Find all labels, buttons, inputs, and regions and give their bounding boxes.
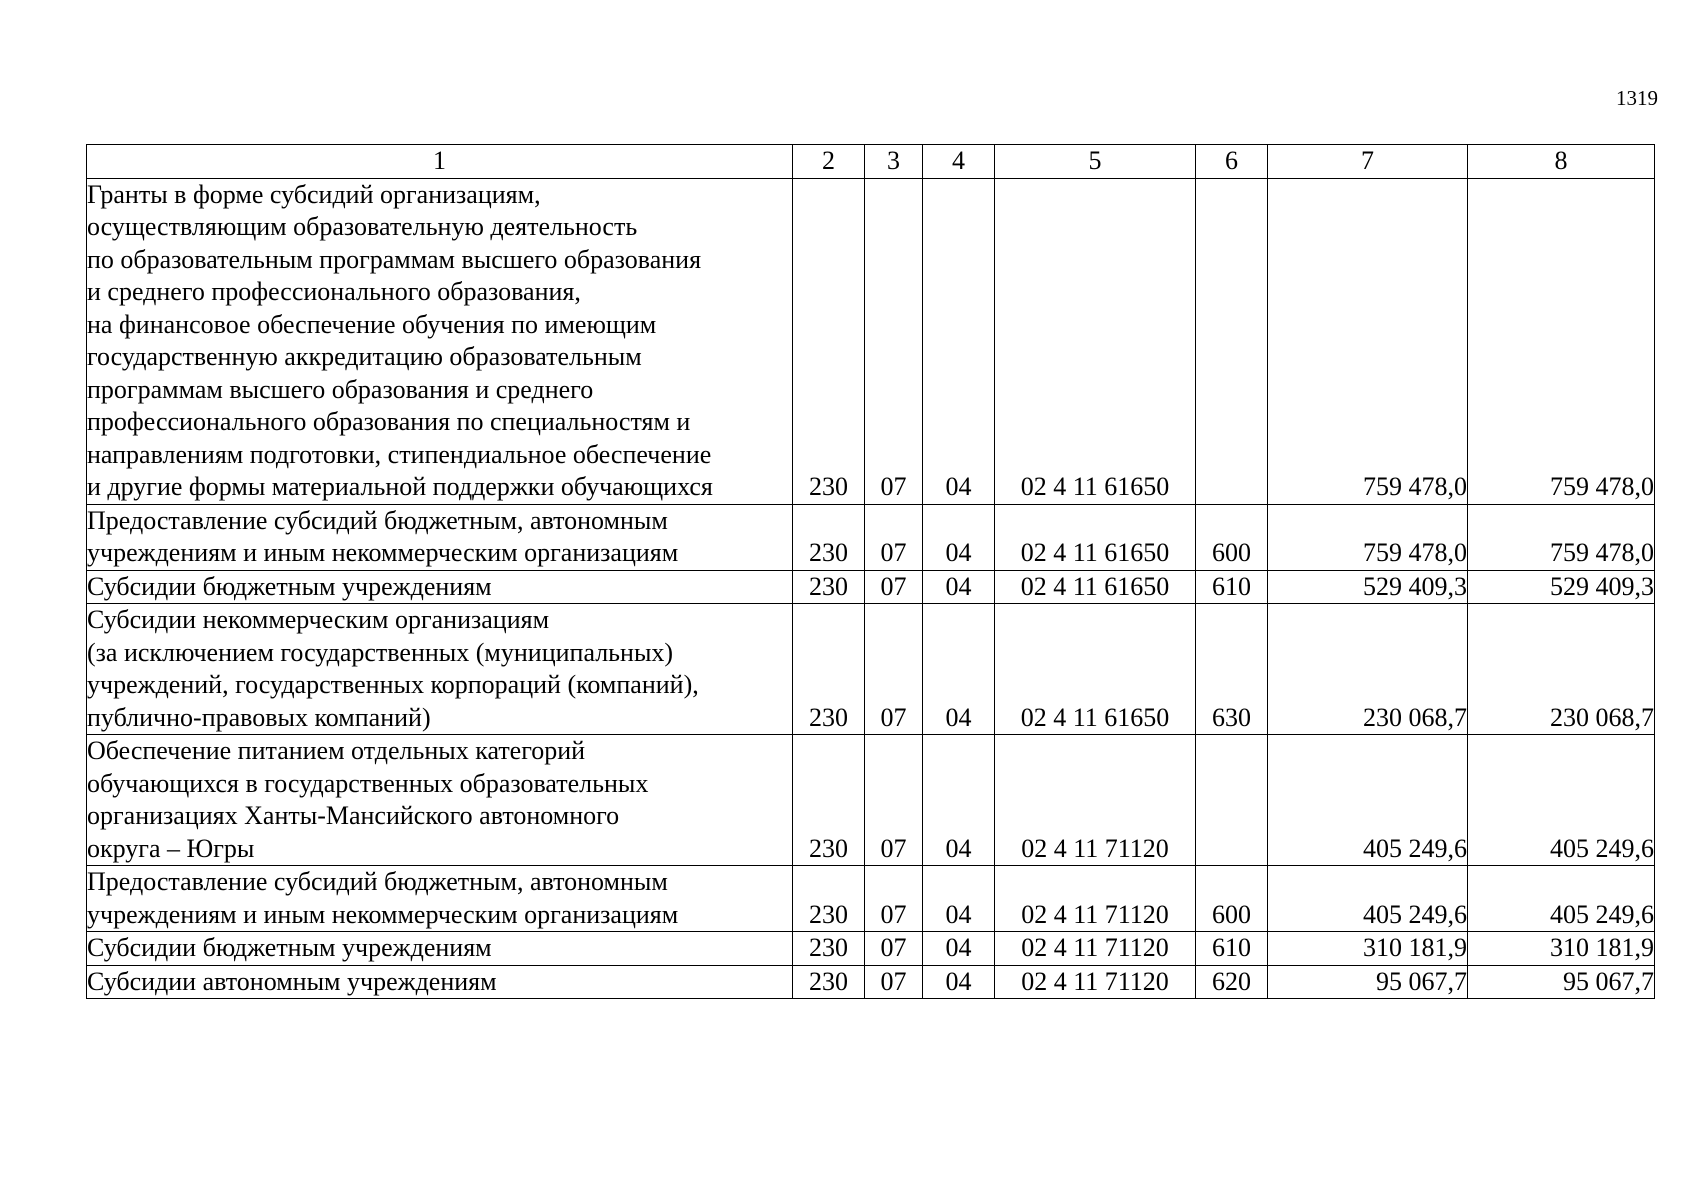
amount-cell: 759 478,0 [1468,504,1655,570]
target-article-cell: 02 4 11 71120 [995,866,1196,932]
amount-cell: 95 067,7 [1468,965,1655,999]
table-row [87,932,1655,966]
subsection-code-cell: 04 [923,965,995,999]
column-header: 6 [1196,145,1268,179]
admin-code-cell: 230 [793,604,865,735]
target-article-cell: 02 4 11 71120 [995,932,1196,966]
amount-cell: 759 478,0 [1468,178,1655,504]
admin-code-cell: 230 [793,504,865,570]
amount-cell: 310 181,9 [1468,932,1655,966]
amount-cell: 405 249,6 [1268,735,1468,866]
amount-cell: 230 068,7 [1268,604,1468,735]
row-name: Обеспечение питанием отдельных категорий обучающихся в государственных образовательных организациях Ханты-Мансийского автономного округа – Югры [87,735,793,866]
expense-type-cell [1196,178,1268,504]
table-row [87,570,1655,604]
subsection-code-cell: 04 [923,178,995,504]
table-row [87,965,1655,999]
column-header: 2 [793,145,865,179]
admin-code-cell: 230 [793,965,865,999]
expense-type-cell: 610 [1196,570,1268,604]
row-name: Субсидии автономным учреждениям [87,965,793,999]
amount-cell: 529 409,3 [1468,570,1655,604]
target-article-cell: 02 4 11 61650 [995,178,1196,504]
amount-cell: 405 249,6 [1268,866,1468,932]
admin-code-cell: 230 [793,735,865,866]
amount-cell: 759 478,0 [1268,504,1468,570]
section-code-cell: 07 [865,604,923,735]
row-name: Предоставление субсидий бюджетным, автономным учреждениям и иным некоммерческим организациям [87,504,793,570]
table-row [87,604,1655,735]
admin-code-cell: 230 [793,932,865,966]
subsection-code-cell: 04 [923,604,995,735]
row-name: Гранты в форме субсидий организациям, осуществляющим образовательную деятельность по образовательным программам высшего образования и среднего профессионального образования, на финансовое обеспечение обучения по имеющим государственную аккредитацию образовательным программам высшего образования и среднего профессионального образования по специальностям и направлениям подготовки, стипендиальное обеспечение и другие формы материальной поддержки обучающихся [87,178,793,504]
expense-type-cell: 630 [1196,604,1268,735]
target-article-cell: 02 4 11 61650 [995,504,1196,570]
amount-cell: 230 068,7 [1468,604,1655,735]
row-name: Предоставление субсидий бюджетным, автономным учреждениям и иным некоммерческим организациям [87,866,793,932]
page-number: 1319 [1616,86,1658,110]
section-code-cell: 07 [865,178,923,504]
row-name: Субсидии некоммерческим организациям (за исключением государственных (муниципальных) учреждений, государственных корпораций (компаний), публично-правовых компаний) [87,604,793,735]
table-row [87,866,1655,932]
amount-cell: 405 249,6 [1468,866,1655,932]
target-article-cell: 02 4 11 71120 [995,735,1196,866]
column-header: 3 [865,145,923,179]
column-header: 5 [995,145,1196,179]
section-code-cell: 07 [865,932,923,966]
column-header: 8 [1468,145,1655,179]
target-article-cell: 02 4 11 71120 [995,965,1196,999]
amount-cell: 759 478,0 [1268,178,1468,504]
amount-cell: 310 181,9 [1268,932,1468,966]
section-code-cell: 07 [865,735,923,866]
admin-code-cell: 230 [793,178,865,504]
admin-code-cell: 230 [793,570,865,604]
table-header-row [87,145,1655,179]
expense-type-cell: 600 [1196,504,1268,570]
column-header: 1 [87,145,793,179]
target-article-cell: 02 4 11 61650 [995,604,1196,735]
row-name: Субсидии бюджетным учреждениям [87,932,793,966]
budget-table [86,144,1655,999]
section-code-cell: 07 [865,570,923,604]
subsection-code-cell: 04 [923,932,995,966]
admin-code-cell: 230 [793,866,865,932]
expense-type-cell: 610 [1196,932,1268,966]
section-code-cell: 07 [865,866,923,932]
subsection-code-cell: 04 [923,866,995,932]
amount-cell: 405 249,6 [1468,735,1655,866]
row-name: Субсидии бюджетным учреждениям [87,570,793,604]
section-code-cell: 07 [865,965,923,999]
target-article-cell: 02 4 11 61650 [995,570,1196,604]
table-row [87,735,1655,866]
subsection-code-cell: 04 [923,735,995,866]
subsection-code-cell: 04 [923,570,995,604]
expense-type-cell: 600 [1196,866,1268,932]
column-header: 7 [1268,145,1468,179]
subsection-code-cell: 04 [923,504,995,570]
amount-cell: 95 067,7 [1268,965,1468,999]
expense-type-cell [1196,735,1268,866]
table-row [87,504,1655,570]
section-code-cell: 07 [865,504,923,570]
expense-type-cell: 620 [1196,965,1268,999]
column-header: 4 [923,145,995,179]
table-row [87,178,1655,504]
amount-cell: 529 409,3 [1268,570,1468,604]
